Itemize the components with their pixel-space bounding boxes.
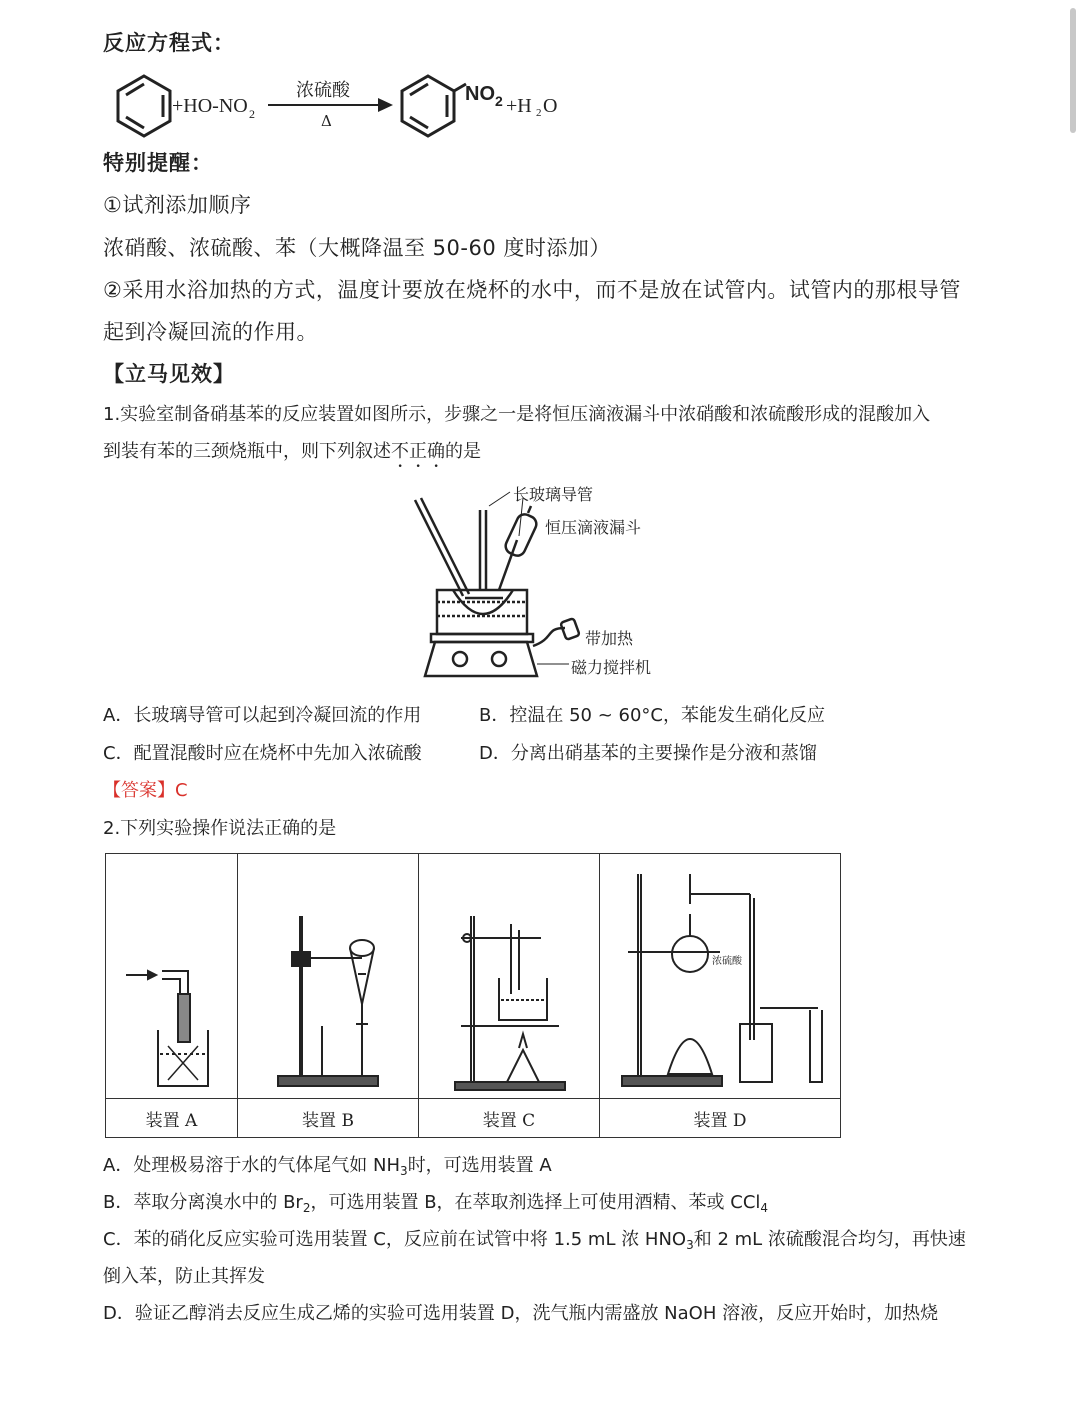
q1-answer — [103, 776, 188, 802]
catalyst-label: 浓硫酸 — [296, 80, 350, 101]
note-2-line-2: 起到冷凝回流的作用。 — [103, 320, 318, 344]
apparatus-d-caption: 装置 D — [600, 1099, 841, 1138]
notes-heading: 特别提醒： — [103, 151, 213, 175]
q2-option-b-mid: ，可选用装置 B，在萃取剂选择上可使用酒精、苯或 CCl — [310, 1192, 761, 1213]
byproduct-subscript: 2 — [536, 107, 542, 119]
q2-option-a — [103, 1151, 552, 1178]
q1-emphasis: 不正确 — [391, 441, 445, 462]
byproduct-text: +H — [506, 95, 532, 117]
apparatus-d-reagent-label: 浓硫酸 — [712, 956, 742, 967]
apparatus-c-caption: 装置 C — [419, 1099, 600, 1138]
label-dropping-funnel: 恒压滴液漏斗 — [545, 518, 642, 537]
apparatus-a-caption: 装置 A — [106, 1099, 238, 1138]
q2-apparatus-table — [105, 853, 841, 1138]
reagent-subscript: 2 — [249, 107, 255, 121]
note-2-line-1: ②采用水浴加热的方式，温度计要放在烧杯的水中，而不是放在试管内。试管内的那根导管 — [103, 278, 961, 302]
apparatus-b-figure — [238, 854, 419, 1099]
label-with-heating: 带加热 — [585, 629, 634, 648]
q2-option-a-text: A．处理极易溶于水的气体尾气如 NH — [103, 1155, 401, 1176]
label-magnetic-stirrer: 磁力搅拌机 — [571, 658, 652, 677]
reaction-arrowhead — [378, 98, 393, 112]
q2-option-d: D．验证乙醇消去反应生成乙烯的实验可选用装置 D，洗气瓶内需盛放 NaOH 溶液，反应开始时，加热烧 — [103, 1303, 939, 1324]
q2-option-c-text: C．苯的硝化反应实验可选用装置 C，反应前在试管中将 1.5 mL 浓 HNO — [103, 1229, 687, 1250]
q1-apparatus-figure — [405, 478, 695, 688]
q2-option-c-line-1 — [103, 1225, 966, 1252]
q2-option-c-sub: 3 — [686, 1238, 694, 1252]
q2-option-b-sub2: 4 — [760, 1201, 769, 1215]
q1-stem-line-2 — [103, 437, 481, 472]
reaction-heading: 反应方程式： — [103, 31, 235, 55]
answer-label: 【答案】 — [103, 780, 175, 801]
apparatus-c-figure — [419, 854, 600, 1099]
q2-option-c-line-2: 倒入苯，防止其挥发 — [103, 1266, 265, 1287]
q2-option-a-sub: 3 — [400, 1164, 408, 1178]
heat-symbol: Δ — [321, 112, 332, 130]
apparatus-a-figure — [106, 854, 238, 1099]
label-long-glass-tube: 长玻璃导管 — [513, 485, 594, 504]
q1-stem-post: 的是 — [445, 441, 481, 462]
q1-stem-line-1: 1.实验室制备硝基苯的反应装置如图所示，步骤之一是将恒压滴液漏斗中浓硝酸和浓硫酸形成的混酸加入 — [103, 404, 931, 425]
q2-option-a-post: 时，可选用装置 A — [407, 1155, 552, 1176]
apparatus-b-caption: 装置 B — [238, 1099, 419, 1138]
reaction-equation — [110, 70, 580, 140]
reagent-text: +HO-NO — [172, 95, 248, 117]
q1-option-b: B．控温在 50 ~ 60°C，苯能发生硝化反应 — [479, 705, 825, 726]
answer-value: C — [175, 780, 188, 801]
byproduct-end: O — [543, 95, 558, 117]
q2-option-c-post: 和 2 mL 浓硫酸混合均匀，再快速 — [693, 1229, 966, 1250]
q2-option-b-text: B．萃取分离溴水中的 Br — [103, 1192, 303, 1213]
apparatus-d-figure — [600, 854, 841, 1099]
note-1-title: ①试剂添加顺序 — [103, 193, 252, 217]
section-title: 【立马见效】 — [103, 362, 235, 386]
q1-option-c: C．配置混酸时应在烧杯中先加入浓硫酸 — [103, 743, 422, 764]
q2-stem: 2.下列实验操作说法正确的是 — [103, 818, 337, 839]
q1-stem-pre: 到装有苯的三颈烧瓶中，则下列叙述 — [103, 441, 391, 462]
note-1-body: 浓硝酸、浓硫酸、苯（大概降温至 50-60 度时添加） — [103, 236, 611, 260]
product-group: NO — [465, 83, 495, 105]
q2-option-b — [103, 1188, 768, 1215]
scrollbar[interactable] — [1070, 8, 1076, 133]
q1-option-d: D．分离出硝基苯的主要操作是分液和蒸馏 — [479, 743, 817, 764]
benzene-ring-reactant — [118, 76, 170, 136]
product-subscript: 2 — [495, 93, 503, 109]
q1-option-a: A．长玻璃导管可以起到冷凝回流的作用 — [103, 705, 422, 726]
benzene-ring-product — [402, 76, 466, 136]
q2-option-b-sub: 2 — [302, 1201, 311, 1215]
